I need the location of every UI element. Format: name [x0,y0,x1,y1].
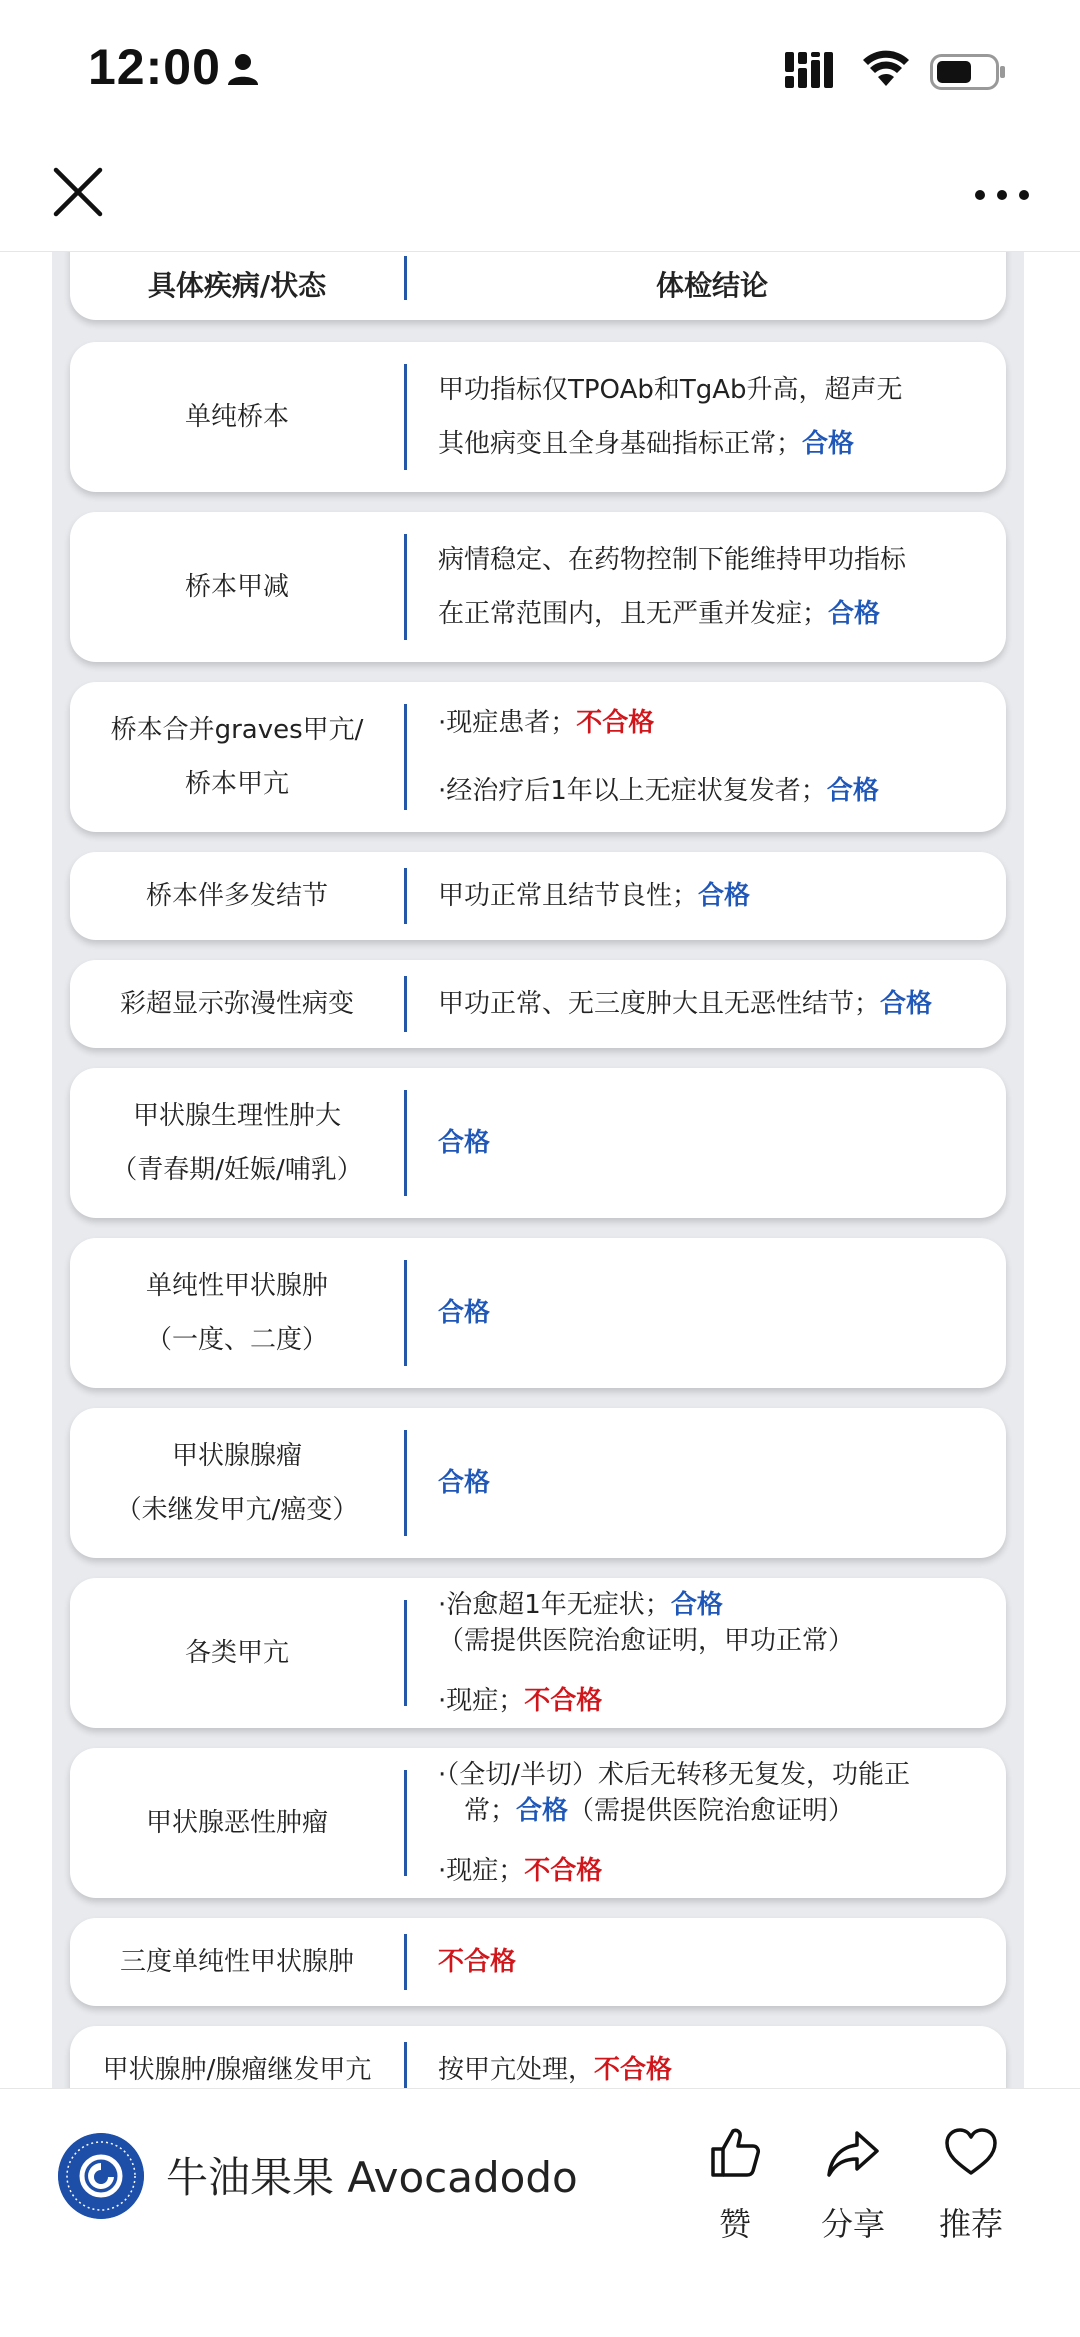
share-button[interactable] [808,2125,898,2245]
like-label: 赞 [718,2205,751,2243]
fail-label: 不合格 [438,1947,517,1977]
fail-label: 不合格 [524,1686,603,1716]
pass-label: 合格 [438,1298,491,1328]
table-row: 甲状腺恶性肿瘤 ·（全切/半切）术后无转移无复发，功能正 常；合格（需提供医院治愈证明） ·现症；不合格 [70,1748,1006,1898]
close-icon[interactable] [50,164,106,220]
pass-label: 合格 [438,1128,491,1158]
recommend-button[interactable] [926,2125,1016,2245]
table-row: 彩超显示弥漫性病变 甲功正常、无三度肿大且无恶性结节；合格 [70,960,1006,1048]
pass-label: 合格 [698,881,751,911]
fail-label: 不合格 [524,1856,603,1886]
header-conclusion: 体检结论 [655,269,768,302]
header-disease: 具体疾病/状态 [147,269,327,302]
share-icon [825,2125,881,2181]
pass-label: 合格 [802,429,855,459]
table-row: 甲状腺肿/腺瘤继发甲亢 按甲亢处理，不合格 [70,2026,1006,2088]
author-name[interactable]: 牛油果果 Avocadodo [166,2153,578,2202]
status-bar [0,0,1080,140]
pass-label: 合格 [516,1796,569,1826]
fail-label: 不合格 [594,2055,673,2085]
fail-label: 不合格 [576,708,655,738]
bottom-bar [0,2088,1080,2337]
battery-icon [930,54,1006,90]
pass-label: 合格 [826,776,879,806]
status-time: 12:00 [88,39,221,95]
table-row: 单纯性甲状腺肿 （一度、二度） 合格 [70,1238,1006,1388]
signal-icon [785,52,845,88]
pass-label: 合格 [438,1468,491,1498]
table-header [70,252,1006,320]
author-avatar[interactable] [58,2133,144,2219]
pass-label: 合格 [828,599,881,629]
table-row: 甲状腺腺瘤 （未继发甲亢/癌变） 合格 [70,1408,1006,1558]
table-row: 三度单纯性甲状腺肿 不合格 [70,1918,1006,2006]
table-row: 桥本甲减 病情稳定、在药物控制下能维持甲功指标 在正常范围内，且无严重并发症；合格 [70,512,1006,662]
table-row: 单纯桥本 甲功指标仅TPOAb和TgAb升高，超声无 其他病变且全身基础指标正常；合格 [70,342,1006,492]
recommend-label: 推荐 [938,2205,1003,2243]
share-label: 分享 [820,2205,885,2243]
pass-label: 合格 [880,989,933,1019]
table-row: 各类甲亢 ·治愈超1年无症状；合格 （需提供医院治愈证明，甲功正常） ·现症；不合格 [70,1578,1006,1728]
more-icon[interactable] [972,180,1032,210]
thumbs-up-icon [707,2125,763,2181]
nav-bar [0,140,1080,252]
table-row: 桥本合并graves甲亢/ 桥本甲亢 ·现症患者；不合格 ·经治疗后1年以上无症状复发者；合格 [70,682,1006,832]
person-icon [226,52,260,86]
table-row: 甲状腺生理性肿大 （青春期/妊娠/哺乳） 合格 [70,1068,1006,1218]
article-image [52,252,1024,2088]
like-button[interactable] [690,2125,780,2245]
wifi-icon [862,48,910,88]
pass-label: 合格 [670,1590,723,1620]
heart-icon [943,2125,999,2181]
table-row: 桥本伴多发结节 甲功正常且结节良性；合格 [70,852,1006,940]
